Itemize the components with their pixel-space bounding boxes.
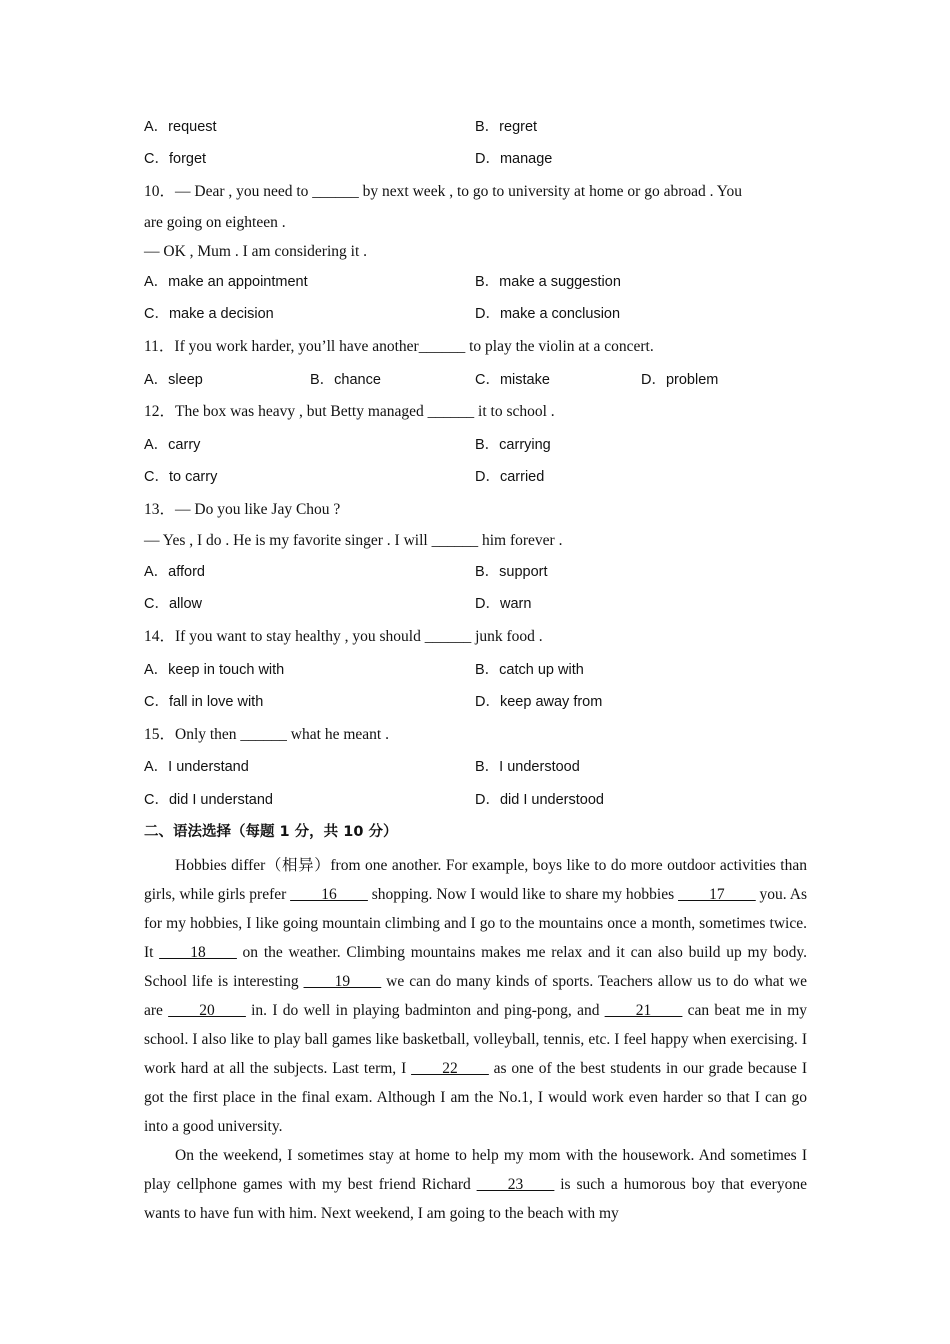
- q14-stem: 14．If you want to stay healthy , you should ______ junk food .: [144, 628, 543, 645]
- q9-option-d: D．manage: [475, 151, 553, 167]
- passage-text: On the weekend, I sometimes stay at home to help my mom with the housework. And sometimes I play cellphone games with my best friend Richard: [144, 1147, 807, 1193]
- blank-20: ____20____: [168, 1002, 246, 1019]
- q11-option-d: D．problem: [641, 372, 719, 388]
- cloze-passage: [144, 851, 807, 1228]
- blank-18: ____18____: [159, 944, 237, 961]
- q11-option-b: B．chance: [310, 372, 381, 388]
- passage-text: we can do many kinds of sports. Teachers allow us to do what we are: [144, 973, 807, 1019]
- q14-option-a: A．keep in touch with: [144, 662, 285, 678]
- passage-text: Hobbies differ（相异）from one another. For example, boys like to do more outdoor activities than girls, while girls prefer: [144, 857, 807, 903]
- q13-option-a: A．afford: [144, 564, 205, 580]
- passage-text: is such a humorous boy that everyone wants to have fun with him. Next weekend, I am going to the beach with my: [144, 1176, 807, 1222]
- q10-option-b: B．make a suggestion: [475, 274, 621, 290]
- q10-stem-continued: are going on eighteen .: [144, 214, 286, 231]
- blank-22: ____22____: [411, 1060, 489, 1077]
- q14-option-d: D．keep away from: [475, 694, 603, 710]
- q10-option-a: A．make an appointment: [144, 274, 308, 290]
- passage-text: as one of the best students in our grade because I got the first place in the final exam. Although I am the No.1, I would work even harder so that I can go into a good university.: [144, 1060, 808, 1135]
- passage-text: in. I do well in playing badminton and ping-pong, and: [245, 1002, 605, 1019]
- q12-stem: 12．The box was heavy , but Betty managed ______ it to school .: [144, 403, 555, 420]
- q11-option-a: A．sleep: [144, 372, 203, 388]
- q14-option-c: C．fall in love with: [144, 694, 264, 710]
- q15-option-d: D．did I understood: [475, 792, 604, 808]
- passage-text: on the weather. Climbing mountains makes me relax and it can also build up my body. School life is interesting: [144, 944, 808, 990]
- q12-option-c: C．to carry: [144, 469, 218, 485]
- blank-23: ____23____: [476, 1176, 555, 1193]
- q12-option-b: B．carrying: [475, 437, 551, 453]
- q10-reply: — OK , Mum . I am considering it .: [144, 243, 368, 260]
- section-heading: 二、语法选择（每题 1 分，共 10 分）: [144, 824, 398, 840]
- blank-17: ____17____: [678, 886, 756, 903]
- q10-option-c: C．make a decision: [144, 306, 274, 322]
- q9-option-c: C．forget: [144, 151, 207, 167]
- q15-option-a: A．I understand: [144, 759, 249, 775]
- blank-21: ____21____: [604, 1002, 683, 1019]
- q13-stem: 13．— Do you like Jay Chou ?: [144, 501, 341, 518]
- passage-paragraph-2: [144, 1141, 807, 1228]
- blank-19: ____19____: [303, 973, 382, 990]
- q12-option-d: D．carried: [475, 469, 545, 485]
- passage-text: shopping. Now I would like to share my hobbies: [367, 886, 679, 903]
- q10-stem: 10．— Dear , you need to ______ by next week , to go to university at home or go abroad . You: [144, 183, 742, 200]
- blank-16: ____16____: [290, 886, 368, 903]
- q15-option-b: B．I understood: [475, 759, 580, 775]
- q13-option-c: C．allow: [144, 596, 203, 612]
- q14-option-b: B．catch up with: [475, 662, 584, 678]
- passage-text: you. As for my hobbies, I like going mountain climbing and I go to the mountains once a month, sometimes twice. It: [144, 886, 807, 961]
- q12-option-a: A．carry: [144, 437, 201, 453]
- q9-option-a: A．request: [144, 119, 217, 135]
- q13-reply: — Yes , I do . He is my favorite singer . I will ______ him forever .: [144, 532, 563, 549]
- q9-option-b: B．regret: [475, 119, 538, 135]
- q11-option-c: C．mistake: [475, 372, 550, 388]
- passage-paragraph-1: [144, 851, 807, 1141]
- passage-text: can beat me in my school. I also like to play ball games like basketball, volleyball, tennis, etc. I feel happy when exercising. I work hard at all the subjects. Last term, I: [144, 1002, 808, 1077]
- q15-stem: 15．Only then ______ what he meant .: [144, 726, 389, 743]
- q13-option-b: B．support: [475, 564, 548, 580]
- q15-option-c: C．did I understand: [144, 792, 273, 808]
- q11-stem: 11．If you work harder, you’ll have another______ to play the violin at a concert.: [144, 338, 654, 355]
- q10-option-d: D．make a conclusion: [475, 306, 621, 322]
- q13-option-d: D．warn: [475, 596, 532, 612]
